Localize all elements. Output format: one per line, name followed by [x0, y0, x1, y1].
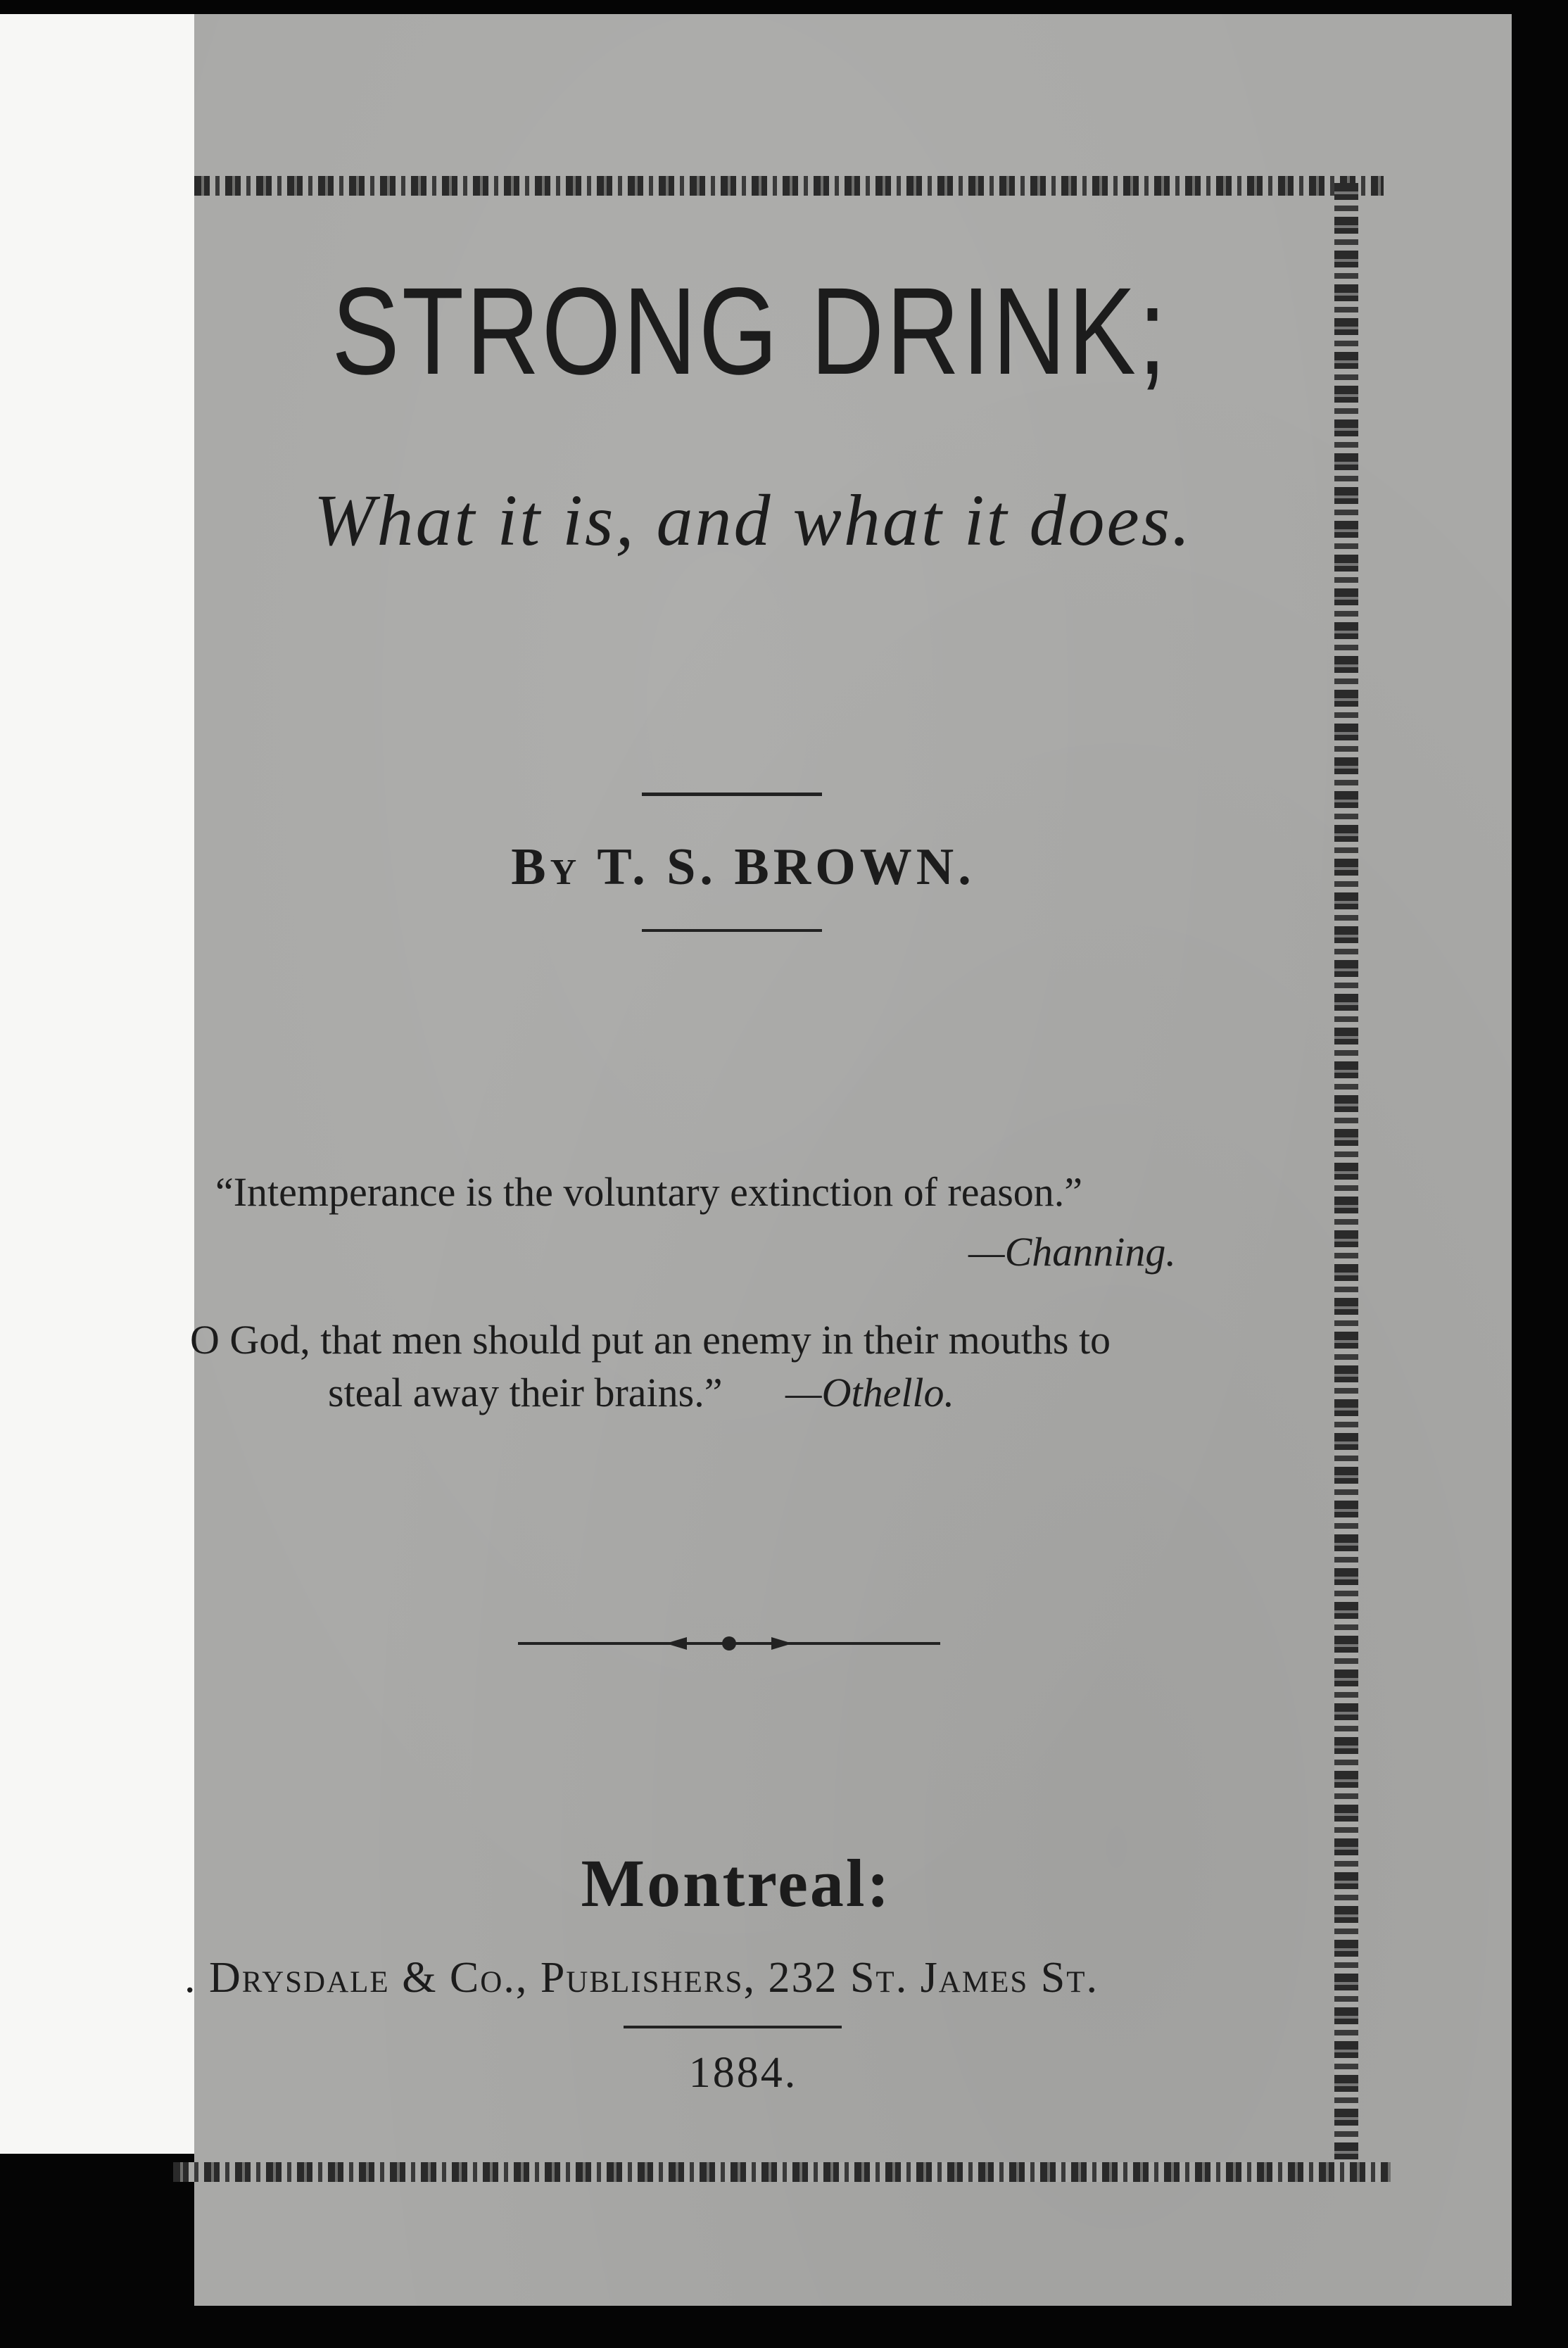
title-page — [184, 14, 1512, 2306]
quote-channing: “Intemperance is the voluntary extinction of reason.” — [215, 1169, 1083, 1215]
rule-above-year — [624, 2026, 842, 2028]
publication-place: Montreal: — [581, 1845, 892, 1921]
quote-othello-attribution: —Othello. — [785, 1370, 955, 1415]
blank-flyleaf — [0, 14, 197, 2154]
book-title: STRONG DRINK; — [331, 263, 1169, 400]
author-byline: By T. S. BROWN. — [511, 838, 975, 896]
publication-year: 1884. — [688, 2049, 798, 2097]
quote-othello-line1: O God, that men should put an enemy in their mouths to — [190, 1317, 1111, 1363]
ornamental-border-top — [194, 176, 1384, 196]
ornamental-border-right — [1334, 183, 1358, 2182]
quote-othello-line2: steal away their brains.” — [328, 1370, 723, 1415]
ornamental-border-bottom — [173, 2162, 1391, 2182]
book-subtitle: What it is, and what it does. — [313, 480, 1193, 561]
rule-above-byline — [642, 793, 822, 796]
quote-channing-attribution: —Channing. — [968, 1229, 1176, 1275]
publisher-line: . Drysdale & Co., Publishers, 232 St. James St. — [184, 1954, 1099, 2002]
ornamental-divider — [518, 1633, 940, 1654]
rule-below-byline — [642, 929, 822, 932]
